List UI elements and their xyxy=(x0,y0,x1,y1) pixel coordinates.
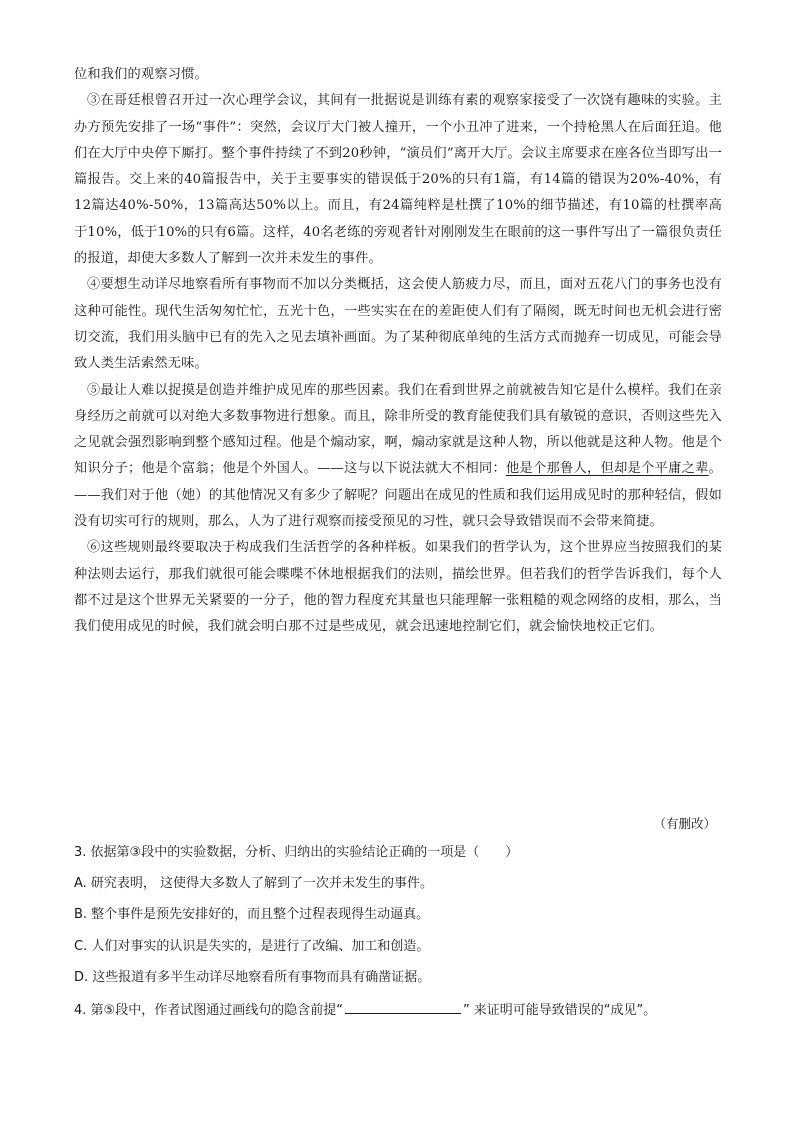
questions-section xyxy=(74,843,734,1030)
question-4-text-after: ” 来证明可能导致错误的“成见”。 xyxy=(462,1002,657,1018)
paragraph-3: ③在哥廷根曾召开过一次心理学会议，其间有一批据说是训练有素的观察家接受了一次饶有趣味的实验。主办方预先安排了一场“事件”：突然，会议厅大门被人撞开，一个小丑冲了进来，一个持枪黑人在后面狂追。他们在大厅中央停下厮打。整个事件持续了不到20秒钟，“演员们”离开大厅。会议主席要求在座各位当即写出一篇报告。交上来的40篇报告中，关于主要事实的错误低于20%的只有1篇，有14篇的错误为20%-40%，有12篇达40%-50%，13篇高达50%以上。而且，有24篇纯粹是杜撰了10%的细节描述，有10篇的杜撰率高于10%，低于10%的只有6篇。这样，40名老练的旁观者针对刚刚发生在眼前的这一事件写出了一篇很负责任的报道，却使大多数人了解到一次并未发生的事件。 xyxy=(74,93,722,267)
paragraph-6: ⑥这些规则最终要取决于构成我们生活哲学的各种样板。如果我们的哲学认为，这个世界应当按照我们的某种法则去运行，那我们就很可能会喋喋不休地根据我们的法则，描绘世界。但若我们的哲学告诉我们，每个人都不过是这个世界无关紧要的一分子，他的智力程度充其量也只能理解一张粗糙的观念网络的皮相，那么，当我们使用成见的时候，我们就会明白那不过是些成见，就会迅速地控制它们，就会愉快地校正它们。 xyxy=(74,540,722,635)
question-3-option-c: C. 人们对事实的认识是失实的，是进行了改编、加工和创造。 xyxy=(74,938,430,954)
paragraph-4: ④要想生动详尽地察看所有事物而不加以分类概括，这会使人筋疲力尽，而且，面对五花八门的事务也没有这种可能性。现代生活匆匆忙忙，五光十色，一些实实在在的差距使人们有了隔阂，既无时间也无机会进行密切交流，我们用头脑中已有的先入之见去填补画面。为了某种彻底单纯的生活方式而抛弃一切成见，可能会导致人类生活索然无味。 xyxy=(74,277,722,372)
reading-passage xyxy=(74,62,722,641)
question-3-option-a: A. 研究表明， 这使得大多数人了解到了一次并未发生的事件。 xyxy=(74,876,434,892)
question-3-option-b: B. 整个事件是预先安排好的，而且整个过程表现得生动逼真。 xyxy=(74,907,430,923)
paragraph-continuation: 位和我们的观察习惯。 xyxy=(74,67,208,82)
paragraph-5 xyxy=(74,378,722,536)
underlined-sentence: 他是个那鲁人，但却是个平庸之辈 xyxy=(506,461,709,477)
paragraph-5-text-after: 。——我们对于他（她）的其他情况又有多少了解呢？问题出在成见的性质和我们运用成见时的那种轻信，假如没有切实可行的规则，那么，人为了进行观察而接受预见的习性，就只会导致错误而不会带来简捷。 xyxy=(74,461,722,530)
question-4 xyxy=(74,999,734,1030)
question-3-stem: 3. 依据第③段中的实验数据，分析、归纳出的实验结论正确的一项是（ ） xyxy=(74,845,519,860)
question-3-option-d: D. 这些报道有多半生动详尽地察看所有事物而具有确凿证据。 xyxy=(74,969,431,985)
paragraph-5-text-before: ⑤最让人难以捉摸是创造并维护成见库的那些因素。我们在看到世界之前就被告知它是什么模样。我们在亲身经历之前就可以对绝大多数事物进行想象。而且，除非所受的教育能使我们具有敏锐的意识，否则这些先入之见就会强烈影响到整个感知过程。他是个煽动家，啊，煽动家就是这种人物，所以他就是这种人物。他是个知识分子；他是个富翁；他是个外国人。——这与以下说法就大不相同： xyxy=(74,382,722,477)
source-note: （有删改） xyxy=(653,816,716,831)
answer-blank[interactable] xyxy=(345,999,461,1014)
question-4-text-before: 4. 第⑤段中，作者试图通过画线句的隐含前提“ xyxy=(74,1002,343,1018)
